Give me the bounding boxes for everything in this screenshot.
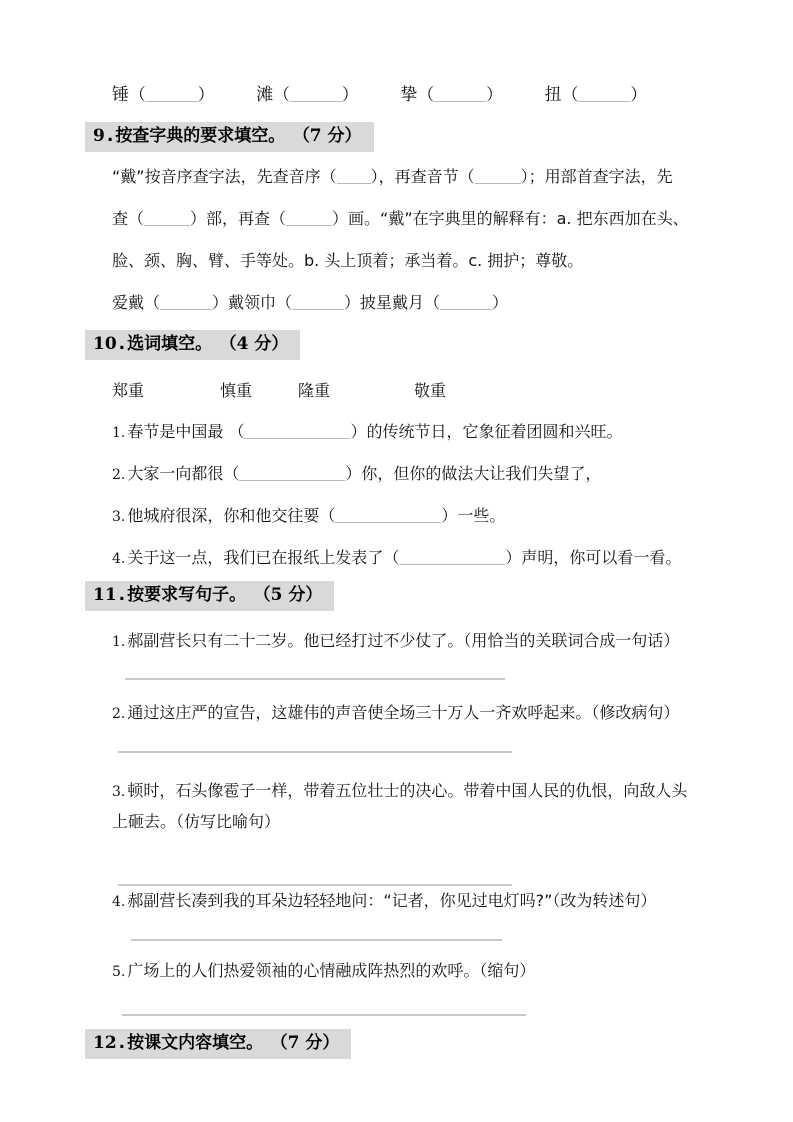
item-text: 通过这庄严的宣告，这雄伟的声音使全场三十万人一齐欢呼起来。（修改病句） — [127, 703, 680, 722]
q11-item-1 — [112, 630, 679, 652]
section-header-q11 — [85, 581, 334, 611]
q9-text-c: ）；用部首查字法，先 — [520, 167, 673, 186]
item-text: 郝副营长凑到我的耳朵边轻轻地问：“记者，你见过电灯吗?”（改为转述句） — [127, 891, 657, 910]
pinyin-blank-row — [112, 80, 712, 105]
section-dot: . — [118, 585, 126, 605]
q10-item-1 — [112, 421, 622, 443]
section-header-q12 — [85, 1029, 351, 1059]
item-text-after: ）的传统节日，它象征着团圆和兴旺。 — [350, 422, 623, 441]
item-index: 3. — [112, 509, 126, 525]
item-text-after: ）声明，你可以看一看。 — [505, 548, 682, 567]
paren-close: ） — [486, 85, 503, 104]
answer-blank[interactable] — [244, 423, 350, 439]
answer-blank[interactable] — [335, 507, 441, 523]
q10-item-4 — [112, 547, 681, 569]
q9-text-e: ）部，再查（ — [190, 209, 287, 228]
q9-text-f: ）画。“戴”在字典里的解释有：a. 把东西加在头、 — [332, 209, 689, 228]
item-index: 4. — [112, 894, 126, 910]
paren-open: （ — [417, 85, 435, 104]
section-header-q9 — [85, 122, 374, 152]
q10-item-3 — [112, 505, 505, 527]
blank-char: 挚 — [400, 85, 418, 105]
blank-item — [112, 80, 214, 105]
blank-item — [545, 80, 647, 105]
item-text-before: 他城府很深，你和他交往要（ — [127, 506, 336, 525]
answer-blank[interactable] — [290, 86, 342, 102]
item-index: 2. — [112, 467, 126, 483]
section-title: 选词填空。 — [127, 334, 213, 354]
answer-blank[interactable] — [292, 294, 344, 310]
q9-text-b: ），再查音节（ — [370, 167, 475, 186]
answer-blank[interactable] — [144, 210, 190, 226]
section-number: 11 — [93, 585, 117, 605]
item-index: 3. — [112, 784, 126, 800]
answer-blank[interactable] — [399, 549, 505, 565]
item-text: 郝副营长只有二十二岁。他已经打过不少仗了。（用恰当的关联词合成一句话） — [127, 631, 680, 650]
q10-item-2 — [112, 463, 601, 485]
answer-blank[interactable] — [337, 168, 371, 184]
q9-word-4: ） — [492, 293, 509, 312]
blank-char: 扭 — [544, 85, 562, 105]
q9-text-d: 查（ — [112, 209, 145, 228]
paren-open: （ — [129, 85, 146, 104]
item-index: 1. — [112, 425, 126, 441]
section-score: （7 分） — [301, 126, 362, 146]
item-text-after: ）你，但你的做法大让我们失望了， — [345, 464, 602, 483]
section-title: 按要求写句子。 — [127, 585, 247, 605]
item-index: 5. — [112, 964, 126, 980]
q9-word-2: ）戴领巾（ — [212, 293, 293, 312]
section-title: 按课文内容填空。 — [127, 1033, 264, 1053]
answer-blank[interactable] — [160, 294, 212, 310]
paren-open: （ — [273, 85, 290, 104]
answer-rule-2[interactable] — [118, 751, 512, 753]
answer-rule-1[interactable] — [125, 678, 505, 680]
word-bank-item-3: 隆重 — [298, 381, 331, 400]
word-bank-item-4: 敬重 — [414, 381, 447, 400]
section-dot: . — [118, 1033, 126, 1053]
item-index: 2. — [112, 706, 126, 722]
item-index: 1. — [112, 634, 126, 650]
section-header-q10 — [85, 330, 300, 360]
answer-blank[interactable] — [475, 168, 521, 184]
answer-blank[interactable] — [578, 86, 630, 102]
answer-blank[interactable] — [146, 86, 198, 102]
section-dot: . — [118, 334, 126, 354]
answer-blank[interactable] — [286, 210, 332, 226]
item-text-before: 大家一向都很（ — [127, 464, 240, 483]
section-number: 10 — [93, 334, 117, 354]
answer-blank[interactable] — [440, 294, 492, 310]
answer-blank[interactable] — [239, 465, 345, 481]
item-index: 4. — [112, 551, 126, 567]
item-text-before: 关于这一点，我们已在报纸上发表了（ — [127, 548, 400, 567]
q9-line-1 — [112, 166, 673, 188]
q9-text-a: “戴”按音序查字法，先查音序（ — [112, 167, 337, 186]
section-score: （4 分） — [228, 334, 289, 354]
answer-rule-4[interactable] — [131, 939, 502, 941]
section-number: 9 — [93, 126, 105, 146]
answer-blank[interactable] — [434, 86, 486, 102]
blank-item — [256, 80, 358, 105]
section-dot: . — [106, 126, 114, 146]
item-text: 顿时，石头像雹子一样，带着五位壮士的决心。带着中国人民的仇恨，向敌人头上砸去。（仿写比喻句） — [112, 781, 688, 832]
item-text-after: ）一些。 — [441, 506, 506, 525]
answer-rule-3[interactable] — [118, 884, 512, 886]
item-text: 广场上的人们热爱领袖的心情融成阵热烈的欢呼。（缩句） — [127, 961, 536, 980]
section-title: 按查字典的要求填空。 — [115, 126, 286, 146]
answer-rule-5[interactable] — [122, 1014, 526, 1016]
q9-word-1: 爱戴（ — [112, 293, 161, 312]
q11-item-5 — [112, 960, 535, 982]
paren-close: ） — [197, 85, 215, 104]
item-text-before: 春节是中国最 （ — [127, 422, 245, 441]
section-score: （5 分） — [262, 585, 323, 605]
section-number: 12 — [93, 1033, 117, 1053]
paren-close: ） — [630, 85, 647, 104]
word-bank-item-2: 慎重 — [220, 381, 253, 400]
q11-item-4 — [112, 890, 656, 912]
q9-line-3: 脸、颈、胸、臂、手等处。b. 头上顶着；承当着。c. 拥护；尊敬。 — [112, 251, 584, 270]
word-bank — [112, 378, 446, 401]
blank-char: 锤 — [112, 85, 130, 105]
q11-item-2 — [112, 702, 679, 724]
section-score: （7 分） — [279, 1033, 340, 1053]
blank-item — [400, 80, 502, 105]
q9-word-3: ）披星戴月（ — [344, 293, 441, 312]
word-bank-item-1: 郑重 — [112, 381, 145, 400]
q9-line-4 — [112, 292, 508, 314]
paren-close: ） — [341, 85, 359, 104]
q11-item-3 — [112, 775, 692, 837]
paren-open: （ — [561, 85, 579, 104]
blank-char: 滩 — [256, 85, 274, 105]
q9-line-2 — [112, 208, 689, 230]
